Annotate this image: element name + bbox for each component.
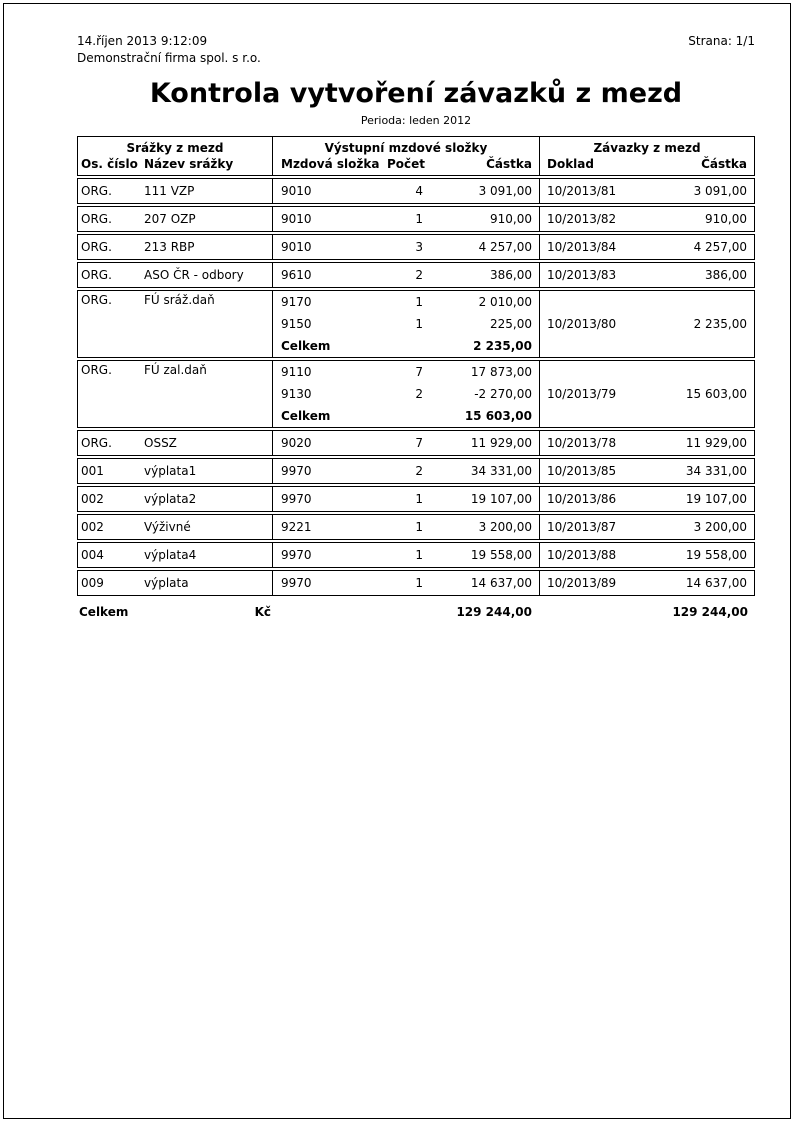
col-castka-vystupni: Částka (486, 157, 532, 171)
doklad-value: 10/2013/83 (547, 268, 617, 282)
footer-left (77, 605, 271, 619)
mzdove-slozky-cell (272, 571, 540, 595)
slozka-line (273, 179, 539, 203)
doklad-value: 10/2013/85 (547, 464, 617, 478)
table-row (77, 542, 755, 568)
doklad-value: 10/2013/88 (547, 548, 617, 562)
celkem-spacer (387, 335, 435, 357)
slozka-line (273, 263, 539, 287)
zavazek-cell (540, 179, 754, 203)
footer-total-label: Celkem (79, 605, 129, 619)
report-title: Kontrola vytvoření závazků z mezd (149, 78, 683, 109)
mzdova-slozka-value: 9010 (281, 184, 312, 198)
srazka-cell (78, 487, 272, 511)
footer-total-zavazky: 129 244,00 (672, 605, 748, 619)
castka-value: 11 929,00 (470, 436, 532, 450)
nazev-srazky-value: OSSZ (144, 436, 177, 450)
srazka-cell (78, 263, 272, 287)
os-cislo-value: 001 (81, 464, 104, 478)
mzdova-slozka-value: 9970 (281, 464, 312, 478)
table-row (77, 430, 755, 456)
table-row (77, 178, 755, 204)
castka-value: 19 107,00 (470, 492, 532, 506)
col-pocet: Počet (387, 157, 426, 171)
mzdova-slozka-value: 9170 (281, 295, 312, 309)
pocet-value: 2 (415, 387, 423, 401)
zavazek-cell (540, 571, 754, 595)
report-content (77, 33, 755, 619)
castka-value: -2 270,00 (474, 387, 532, 401)
report-table (77, 136, 755, 619)
header-columns-vystupni (273, 156, 539, 175)
castka-value: 386,00 (490, 268, 532, 282)
castka-value: 2 010,00 (478, 295, 532, 309)
slozka-line (273, 571, 539, 595)
os-cislo-value: 009 (81, 576, 104, 590)
mzdova-slozka-value: 9130 (281, 387, 312, 401)
os-cislo-value: ORG. (81, 363, 112, 377)
castka-value: 3 091,00 (478, 184, 532, 198)
zavazek-cell (540, 431, 754, 455)
os-cislo-value: ORG. (81, 184, 112, 198)
doklad-castka-value: 910,00 (705, 212, 747, 226)
group-title-srazky: Srážky z mezd (126, 141, 224, 155)
header-group-vystupni (272, 137, 540, 175)
mzdova-slozka-value: 9110 (281, 365, 312, 379)
doklad-value: 10/2013/84 (547, 240, 617, 254)
slozka-line (273, 235, 539, 259)
celkem-spacer (387, 405, 435, 427)
mzdova-slozka-value: 9970 (281, 492, 312, 506)
slozka-line (273, 291, 539, 313)
mzdova-slozka-value: 9020 (281, 436, 312, 450)
mzdova-slozka-value: 9610 (281, 268, 312, 282)
castka-value: 17 873,00 (470, 365, 532, 379)
table-body (77, 178, 755, 596)
table-row (77, 234, 755, 260)
slozka-line (273, 207, 539, 231)
pocet-value: 1 (415, 520, 423, 534)
pocet-value: 2 (415, 464, 423, 478)
mzdova-slozka-value: 9970 (281, 548, 312, 562)
table-row (77, 514, 755, 540)
table-row (77, 290, 755, 358)
os-cislo-value: 002 (81, 492, 104, 506)
os-cislo-value: ORG. (81, 268, 112, 282)
group-title-zavazky: Závazky z mezd (593, 141, 701, 155)
header-columns-zavazky (540, 156, 754, 175)
mzdove-slozky-cell (272, 543, 540, 567)
nazev-srazky-value: 213 RBP (144, 240, 195, 254)
pocet-value: 4 (415, 184, 423, 198)
header-columns-srazky (78, 156, 272, 175)
report-header (77, 33, 755, 67)
page-number: Strana: 1/1 (688, 34, 755, 48)
celkem-value: 15 603,00 (464, 409, 532, 423)
table-row (77, 486, 755, 512)
slozka-line (273, 383, 539, 405)
slozka-line (273, 487, 539, 511)
zavazek-cell (540, 361, 754, 427)
doklad-castka-value: 19 107,00 (685, 492, 747, 506)
pocet-value: 7 (415, 365, 423, 379)
nazev-srazky-value: Výživné (144, 520, 191, 534)
doklad-castka-value: 3 091,00 (693, 184, 747, 198)
doklad-value: 10/2013/82 (547, 212, 617, 226)
pocet-value: 7 (415, 436, 423, 450)
nazev-srazky-value: výplata (144, 576, 189, 590)
celkem-label: Celkem (281, 339, 331, 353)
mzdove-slozky-cell (272, 515, 540, 539)
slozka-line (273, 361, 539, 383)
table-header (77, 136, 755, 176)
srazka-cell (78, 515, 272, 539)
zavazek-cell (540, 459, 754, 483)
castka-value: 4 257,00 (478, 240, 532, 254)
pocet-value: 1 (415, 492, 423, 506)
castka-value: 910,00 (490, 212, 532, 226)
col-doklad: Doklad (547, 157, 594, 171)
pocet-value: 2 (415, 268, 423, 282)
nazev-srazky-value: ASO ČR - odbory (144, 268, 244, 282)
doklad-value: 10/2013/86 (547, 492, 617, 506)
srazka-cell (78, 235, 272, 259)
os-cislo-value: 004 (81, 548, 104, 562)
report-period: Perioda: leden 2012 (360, 114, 472, 127)
celkem-line (273, 335, 539, 357)
doklad-castka-value: 11 929,00 (685, 436, 747, 450)
pocet-value: 1 (415, 212, 423, 226)
srazka-cell (78, 571, 272, 595)
castka-value: 34 331,00 (470, 464, 532, 478)
mzdove-slozky-cell (272, 459, 540, 483)
os-cislo-value: ORG. (81, 293, 112, 307)
nazev-srazky-value: 207 OZP (144, 212, 196, 226)
doklad-castka-value: 15 603,00 (685, 387, 747, 401)
mzdova-slozka-value: 9010 (281, 212, 312, 226)
doklad-castka-value: 4 257,00 (693, 240, 747, 254)
mzdova-slozka-value: 9010 (281, 240, 312, 254)
zavazek-cell (540, 207, 754, 231)
os-cislo-value: 002 (81, 520, 104, 534)
slozka-line (273, 459, 539, 483)
srazka-cell (78, 431, 272, 455)
srazka-cell (78, 179, 272, 203)
castka-value: 3 200,00 (478, 520, 532, 534)
srazka-cell (78, 207, 272, 231)
srazka-cell (78, 291, 272, 357)
srazka-cell (78, 361, 272, 427)
doklad-castka-value: 2 235,00 (693, 317, 747, 331)
castka-value: 19 558,00 (470, 548, 532, 562)
mzdove-slozky-cell (272, 235, 540, 259)
header-group-srazky (78, 137, 272, 175)
col-os-cislo: Os. číslo (81, 157, 138, 171)
zavazek-cell (540, 543, 754, 567)
srazka-cell (78, 459, 272, 483)
footer-total-vystupni: 129 244,00 (456, 605, 532, 619)
mzdove-slozky-cell (272, 207, 540, 231)
pocet-value: 1 (415, 317, 423, 331)
mzdova-slozka-value: 9970 (281, 576, 312, 590)
pocet-value: 1 (415, 548, 423, 562)
slozka-line (273, 515, 539, 539)
pocet-value: 3 (415, 240, 423, 254)
header-group-zavazky (540, 137, 754, 175)
mzdove-slozky-cell (272, 431, 540, 455)
zavazek-cell (540, 515, 754, 539)
doklad-castka-value: 3 200,00 (693, 520, 747, 534)
pocet-value: 1 (415, 576, 423, 590)
company-name: Demonstrační firma spol. s r.o. (77, 51, 261, 65)
table-row (77, 360, 755, 428)
mzdova-slozka-value: 9221 (281, 520, 312, 534)
mzdove-slozky-cell (272, 361, 540, 427)
castka-value: 225,00 (490, 317, 532, 331)
doklad-value: 10/2013/78 (547, 436, 617, 450)
nazev-srazky-value: FÚ sráž.daň (144, 293, 215, 307)
mzdove-slozky-cell (272, 263, 540, 287)
col-castka-zavazky: Částka (701, 157, 747, 171)
table-footer (77, 605, 755, 619)
zavazek-cell (540, 487, 754, 511)
doklad-castka-value: 386,00 (705, 268, 747, 282)
doklad-castka-value: 19 558,00 (685, 548, 747, 562)
nazev-srazky-value: výplata1 (144, 464, 197, 478)
col-nazev-srazky: Název srážky (144, 157, 234, 171)
doklad-castka-value: 14 637,00 (685, 576, 747, 590)
mzdove-slozky-cell (272, 487, 540, 511)
doklad-value: 10/2013/80 (547, 317, 617, 331)
mzdove-slozky-cell (272, 179, 540, 203)
pocet-value: 1 (415, 295, 423, 309)
table-row (77, 570, 755, 596)
nazev-srazky-value: FÚ zal.daň (144, 363, 207, 377)
mzdova-slozka-value: 9150 (281, 317, 312, 331)
castka-value: 14 637,00 (470, 576, 532, 590)
celkem-value: 2 235,00 (473, 339, 532, 353)
nazev-srazky-value: výplata2 (144, 492, 197, 506)
col-mzdova-slozka: Mzdová složka (281, 157, 380, 171)
os-cislo-value: ORG. (81, 240, 112, 254)
group-title-vystupni: Výstupní mzdové složky (324, 141, 488, 155)
celkem-label: Celkem (281, 409, 331, 423)
nazev-srazky-value: 111 VZP (144, 184, 195, 198)
footer-currency: Kč (254, 605, 271, 619)
doklad-value: 10/2013/87 (547, 520, 617, 534)
nazev-srazky-value: výplata4 (144, 548, 197, 562)
zavazek-cell (540, 263, 754, 287)
slozka-line (273, 431, 539, 455)
report-header-left (77, 33, 261, 67)
celkem-line (273, 405, 539, 427)
doklad-value: 10/2013/81 (547, 184, 617, 198)
table-row (77, 262, 755, 288)
doklad-castka-value: 34 331,00 (685, 464, 747, 478)
doklad-value: 10/2013/89 (547, 576, 617, 590)
table-row (77, 458, 755, 484)
srazka-cell (78, 543, 272, 567)
zavazek-cell (540, 291, 754, 357)
report-datetime: 14.říjen 2013 9:12:09 (77, 34, 208, 48)
slozka-line (273, 543, 539, 567)
doklad-value: 10/2013/79 (547, 387, 617, 401)
os-cislo-value: ORG. (81, 436, 112, 450)
table-row (77, 206, 755, 232)
zavazek-cell (540, 235, 754, 259)
slozka-line (273, 313, 539, 335)
mzdove-slozky-cell (272, 291, 540, 357)
os-cislo-value: ORG. (81, 212, 112, 226)
